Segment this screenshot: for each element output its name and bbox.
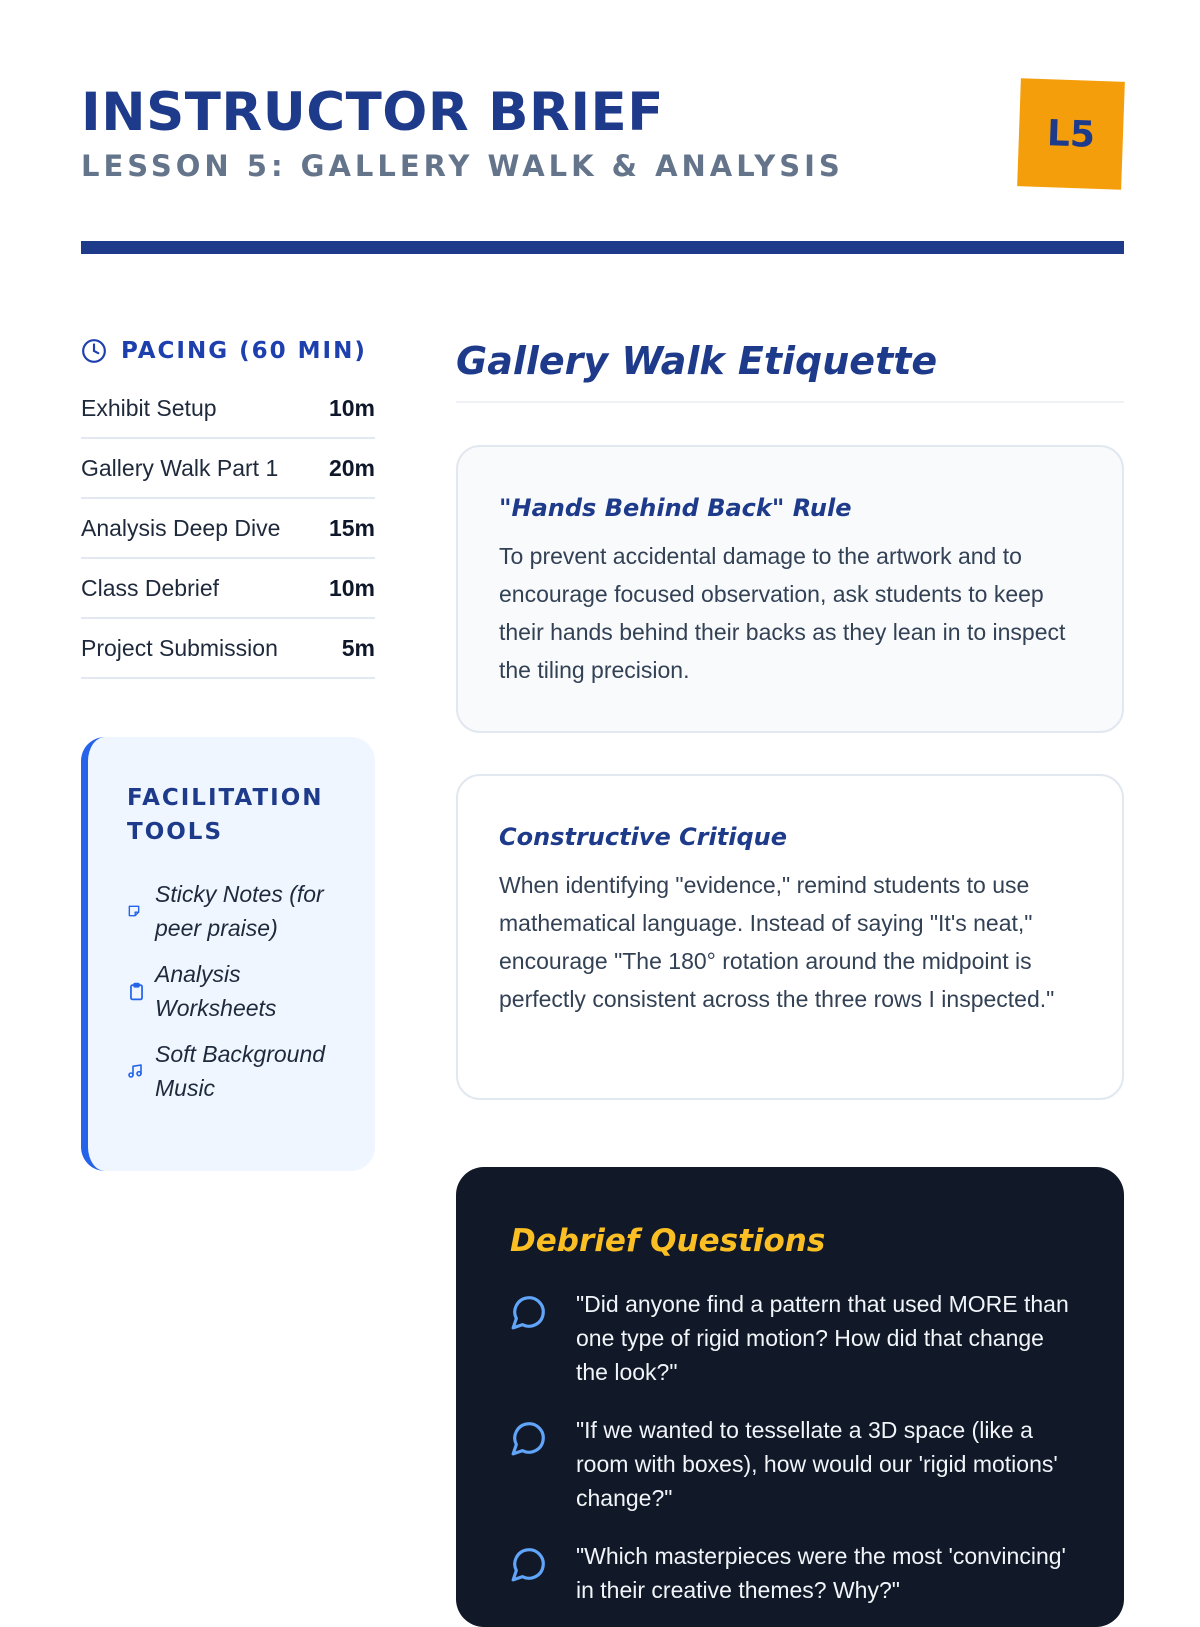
card-heading: Constructive Critique — [499, 823, 787, 851]
debrief-question — [510, 1413, 1074, 1515]
debrief-question — [510, 1539, 1074, 1607]
tool-label: Sticky Notes (for peer praise) — [155, 881, 324, 941]
debrief-question — [510, 1287, 1074, 1389]
lesson-subtitle: LESSON 5: GALLERY WALK & ANALYSIS — [81, 149, 844, 183]
tool-item — [127, 957, 355, 1025]
card-heading: "Hands Behind Back" Rule — [499, 494, 852, 522]
pacing-row-label: Gallery Walk Part 1 — [81, 454, 279, 481]
lesson-badge: L5 — [1017, 78, 1125, 190]
etiquette-title-divider — [456, 401, 1124, 403]
tools-list — [127, 877, 355, 1105]
card-body: To prevent accidental damage to the artwork and to encourage focused observation, ask students to keep their hands behind their backs as they lean in to inspect the tiling precision. — [499, 543, 1066, 683]
pacing-row — [81, 379, 375, 439]
card-body: When identifying "evidence," remind students to use mathematical language. Instead of saying "It's neat," encourage "The 180° rotation around the midpoint is perfectly consistent across the three rows I inspected." — [499, 872, 1055, 1012]
sticky-note-icon — [127, 904, 155, 918]
speech-bubble-icon — [510, 1287, 550, 1336]
pacing-title: PACING (60 MIN) — [121, 338, 367, 364]
question-text: "Did anyone find a pattern that used MORE than one type of rigid motion? How did that change the look?" — [576, 1291, 1069, 1385]
clock-icon — [81, 338, 107, 364]
pacing-header — [81, 333, 375, 369]
tool-label: Soft Background Music — [155, 1041, 326, 1101]
question-text: "Which masterpieces were the most 'convincing' in their creative themes? Why?" — [576, 1543, 1066, 1603]
facilitation-tools-title: FACILITATION TOOLS — [127, 785, 324, 845]
music-icon — [127, 1063, 155, 1079]
speech-bubble-icon — [510, 1539, 550, 1588]
pacing-list — [81, 379, 375, 679]
tool-label: Analysis Worksheets — [155, 961, 277, 1021]
header — [81, 78, 1124, 183]
pacing-row — [81, 499, 375, 559]
header-divider — [81, 241, 1124, 254]
debrief-title: Debrief Questions — [510, 1223, 826, 1259]
pacing-row-label: Project Submission — [81, 634, 278, 661]
pacing-row — [81, 439, 375, 499]
pacing-row-duration: 10m — [328, 574, 375, 601]
tool-item — [127, 877, 355, 945]
debrief-question-list — [510, 1287, 1074, 1607]
etiquette-card — [456, 774, 1124, 1100]
page-title: INSTRUCTOR BRIEF — [81, 82, 664, 143]
pacing-row-label: Class Debrief — [81, 574, 220, 601]
debrief-panel — [456, 1167, 1124, 1627]
pacing-row — [81, 619, 375, 679]
pacing-row-label: Exhibit Setup — [81, 394, 217, 421]
facilitation-tools-panel — [81, 737, 375, 1171]
question-text: "If we wanted to tessellate a 3D space (like a room with boxes), how would our 'rigid motions' change?" — [576, 1417, 1058, 1511]
clipboard-icon — [127, 982, 155, 1001]
pacing-row-duration: 10m — [328, 394, 375, 421]
etiquette-card — [456, 445, 1124, 733]
tool-item — [127, 1037, 355, 1105]
pacing-section — [81, 333, 375, 679]
speech-bubble-icon — [510, 1413, 550, 1462]
etiquette-title: Gallery Walk Etiquette — [456, 339, 938, 383]
pacing-row — [81, 559, 375, 619]
pacing-row-duration: 20m — [328, 454, 375, 481]
pacing-row-label: Analysis Deep Dive — [81, 514, 281, 541]
pacing-row-duration: 5m — [341, 634, 375, 661]
pacing-row-duration: 15m — [328, 514, 375, 541]
